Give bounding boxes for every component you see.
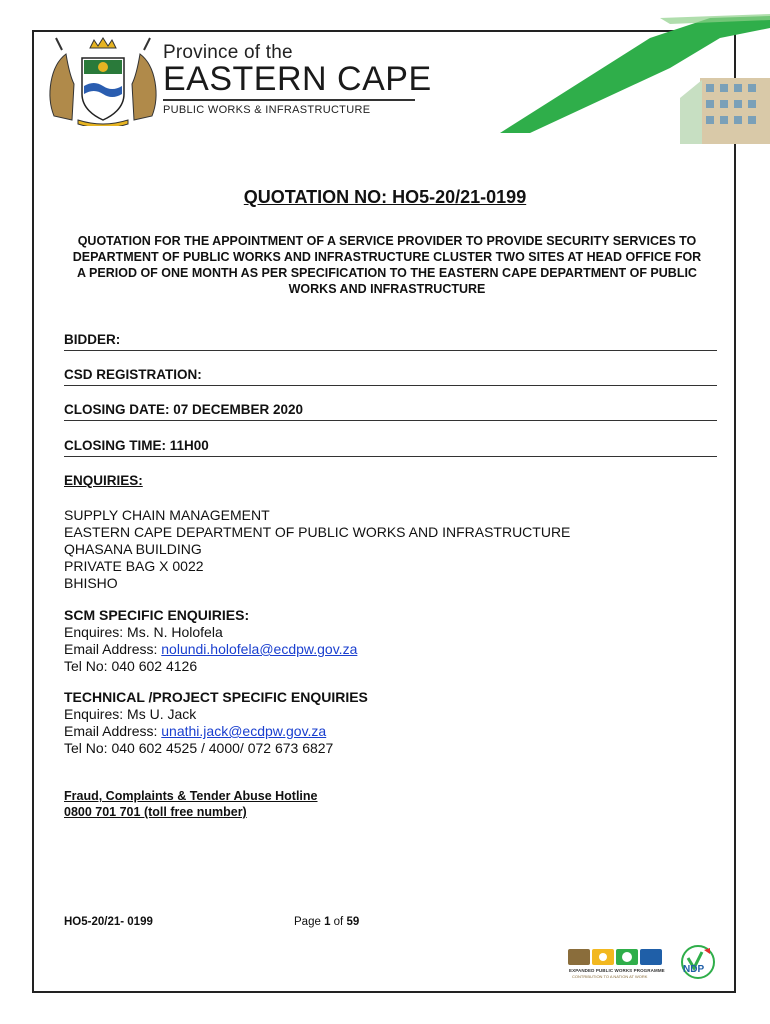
address-line: EASTERN CAPE DEPARTMENT OF PUBLIC WORKS AND INFRASTRUCTURE xyxy=(64,524,571,540)
building-decoration-graphic xyxy=(470,8,770,148)
scm-enquiries-block xyxy=(64,607,357,675)
hotline-number: 0800 701 701 (toll free number) xyxy=(64,805,247,819)
csd-registration-field: CSD REGISTRATION: xyxy=(64,367,717,386)
scm-email-row xyxy=(64,641,357,658)
brand-divider xyxy=(163,99,415,101)
province-label: Province of the xyxy=(163,42,293,63)
page-separator: of xyxy=(330,916,347,928)
department-brand xyxy=(163,42,432,116)
technical-heading: TECHNICAL /PROJECT SPECIFIC ENQUIRIES xyxy=(64,689,368,705)
epwp-name: EXPANDED PUBLIC WORKS PROGRAMME xyxy=(569,968,665,973)
enquiries-heading: ENQUIRIES: xyxy=(64,473,143,488)
closing-time-field: CLOSING TIME: 11H00 xyxy=(64,438,717,457)
technical-contact: Enquires: Ms U. Jack xyxy=(64,706,197,722)
technical-email-row xyxy=(64,723,368,740)
page-number: 1 xyxy=(324,916,331,928)
bidder-field: BIDDER: xyxy=(64,332,717,351)
address-line: QHASANA BUILDING xyxy=(64,541,202,557)
technical-enquiries-block xyxy=(64,689,368,757)
page-indicator xyxy=(294,916,359,928)
address-line: BHISHO xyxy=(64,575,118,591)
technical-email-label: Email Address: xyxy=(64,723,162,739)
page-total: 59 xyxy=(346,916,360,928)
quotation-description: QUOTATION FOR THE APPOINTMENT OF A SERVICE PROVIDER TO PROVIDE SECURITY SERVICES TO DEPARTMENT OF PUBLIC WORKS AND INFRASTRUCTURE CLUSTER TWO SITES AT HEAD OFFICE FOR A PERIOD OF ONE MONTH AS PER SPECIFICATION TO THE EASTERN CAPE DEPARTMENT OF PUBLIC WORKS AND INFRASTRUCTURE xyxy=(72,234,702,296)
technical-tel: Tel No: 040 602 4525 / 4000/ 072 673 6827 xyxy=(64,740,334,756)
scm-heading: SCM SPECIFIC ENQUIRIES: xyxy=(64,607,250,623)
quotation-number-title: QUOTATION NO: HO5-20/21-0199 xyxy=(243,187,527,207)
hotline-title: Fraud, Complaints & Tender Abuse Hotline xyxy=(64,789,318,803)
page-prefix: Page xyxy=(294,916,325,928)
epwp-tagline: CONTRIBUTION TO A NATION AT WORK xyxy=(572,974,648,979)
province-name: EASTERN CAPE xyxy=(163,60,432,98)
footer-quotation-code: HO5-20/21- 0199 xyxy=(64,916,153,928)
closing-date-field: CLOSING DATE: 07 DECEMBER 2020 xyxy=(64,402,717,421)
address-line: PRIVATE BAG X 0022 xyxy=(64,558,204,574)
address-line: SUPPLY CHAIN MANAGEMENT xyxy=(64,507,270,523)
scm-email-label: Email Address: xyxy=(64,641,162,657)
coat-of-arms-logo xyxy=(44,36,162,126)
department-name: PUBLIC WORKS & INFRASTRUCTURE xyxy=(163,104,371,116)
technical-email-link[interactable]: unathi.jack@ecdpw.gov.za xyxy=(161,723,327,739)
scm-tel: Tel No: 040 602 4126 xyxy=(64,658,198,674)
ndp-label: NDP xyxy=(683,964,705,975)
scm-contact: Enquires: Ms. N. Holofela xyxy=(64,624,223,640)
enquiries-address xyxy=(64,507,570,592)
fraud-hotline xyxy=(64,788,318,820)
scm-email-link[interactable]: nolundi.holofela@ecdpw.gov.za xyxy=(161,641,358,657)
